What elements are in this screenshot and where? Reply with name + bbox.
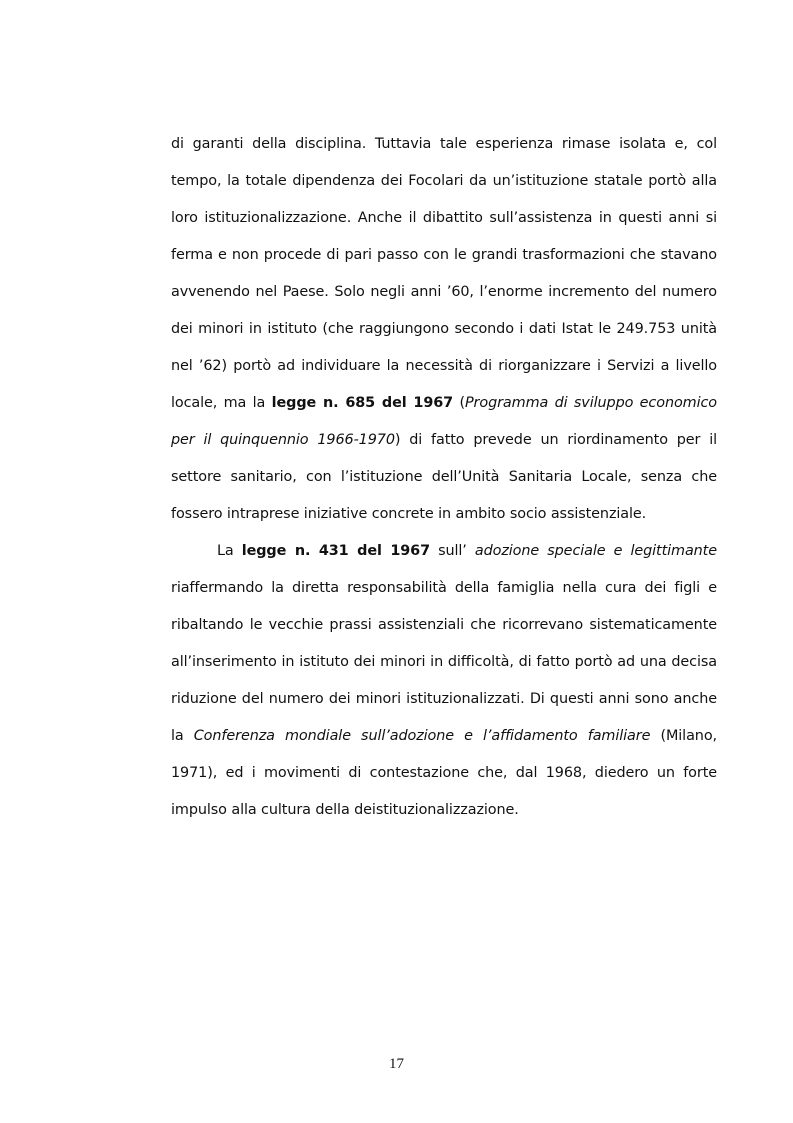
conference-title: Conferenza mondiale sull’adozione e l’affidamento familiare — [193, 728, 651, 744]
text-run: sull’ — [430, 543, 475, 559]
adoption-title: adozione speciale e legittimante — [474, 543, 717, 559]
text-run: (Milano, 1971), ed i movimenti di contestazione che, dal 1968, diedero un forte impulso alla cultura della deistituzionalizzazione. — [171, 728, 718, 818]
body-text — [171, 126, 717, 829]
text-run: riaffermando la diretta responsabilità della famiglia nella cura dei figli e ribaltando le vecchie prassi assistenziali che ricorrevano sistematicamente all’inserimento in istituto dei minori in difficoltà, di fatto portò ad una decisa riduzione del numero dei minori istituzionalizzati. Di questi anni sono anche la — [171, 580, 717, 744]
paragraph-1 — [171, 126, 717, 533]
law-reference-685: legge n. 685 del 1967 — [271, 395, 454, 411]
text-run: ( — [453, 395, 465, 411]
program-title: Programma di sviluppo economico per il quinquennio 1966-1970 — [171, 395, 718, 448]
page-number: 17 — [389, 1056, 404, 1072]
text-run: di garanti della disciplina. Tuttavia tale esperienza rimase isolata e, col tempo, la totale dipendenza dei Focolari da un’istituzione statale portò alla loro istituzionalizzazione. Anche il dibattito sull’assistenza in questi anni si ferma e non procede di pari passo con le grandi trasformazioni che stavano avvenendo nel Paese. Solo negli anni ’60, l’enorme incremento del numero dei minori in istituto (che raggiungono secondo i dati Istat le 249.753 unità nel ’62) portò ad individuare la necessità di riorganizzare i Servizi a livello locale, ma la — [171, 136, 717, 411]
law-reference-431: legge n. 431 del 1967 — [241, 543, 430, 559]
text-run: La — [217, 543, 242, 559]
text-run: ) di fatto prevede un riordinamento per il settore sanitario, con l’istituzione dell’Unità Sanitaria Locale, senza che fossero intraprese iniziative concrete in ambito socio assistenziale. — [171, 432, 718, 522]
paragraph-2 — [171, 533, 717, 829]
